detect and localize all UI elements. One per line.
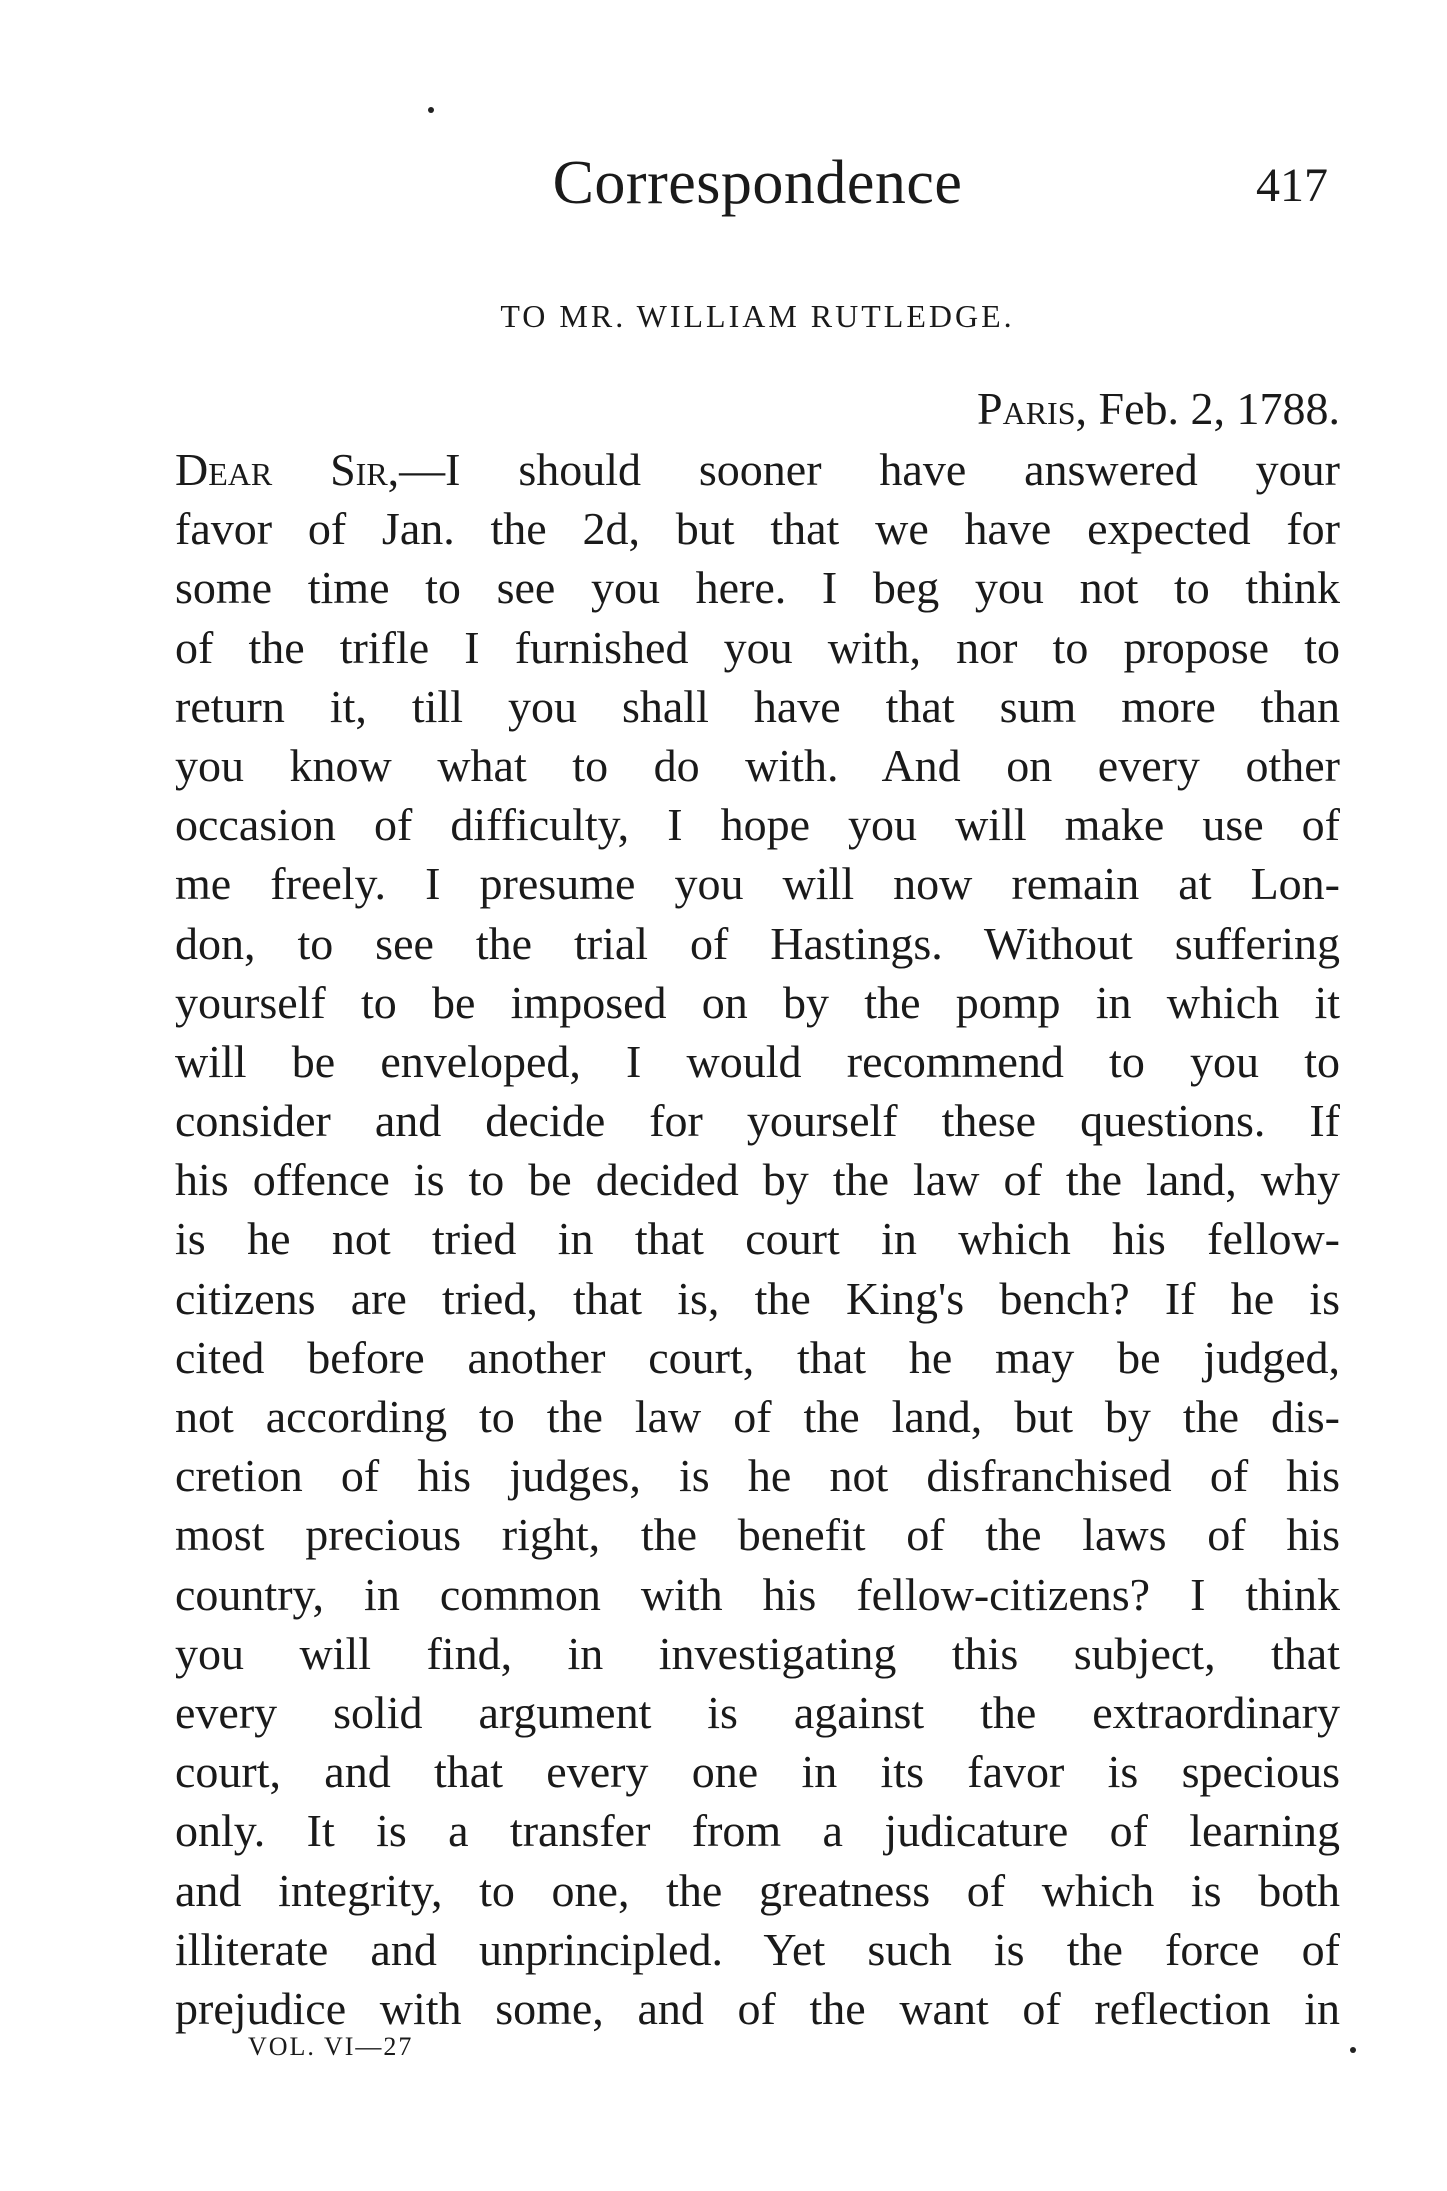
body-line: you know what to do with. And on every other [175, 739, 1340, 791]
body-line: favor of Jan. the 2d, but that we have expected for [175, 503, 1340, 555]
body-line: will be enveloped, I would recommend to you to [175, 1035, 1340, 1087]
body-line: of the trifle I furnished you with, nor to propose to [175, 621, 1340, 673]
page-number: 417 [1256, 159, 1328, 212]
body-line: most precious right, the benefit of the laws of his [175, 1509, 1340, 1561]
running-head [175, 148, 1340, 228]
body-line: citizens are tried, that is, the King's bench? If he is [175, 1272, 1340, 1324]
print-speck [1350, 2047, 1356, 2053]
body-line: and integrity, to one, the greatness of which is both [175, 1864, 1340, 1916]
letter-dateline [175, 382, 1340, 435]
body-line: his offence is to be decided by the law of the land, why [175, 1154, 1340, 1206]
body-line: return it, till you shall have that sum more than [175, 680, 1340, 732]
body-line: only. It is a transfer from a judicature of learning [175, 1805, 1340, 1857]
body-line: yourself to be imposed on by the pomp in which it [175, 976, 1340, 1028]
dateline-date: , Feb. 2, 1788. [1075, 383, 1340, 434]
body-line: don, to see the trial of Hastings. Without suffering [175, 917, 1340, 969]
body-line: me freely. I presume you will now remain at Lon- [175, 858, 1340, 910]
dateline-place: Paris [977, 383, 1076, 434]
body-line: cited before another court, that he may be judged, [175, 1331, 1340, 1383]
running-head-title: Correspondence [552, 149, 963, 217]
body-line: consider and decide for yourself these questions. If [175, 1095, 1340, 1147]
body-line: you will find, in investigating this subject, that [175, 1627, 1340, 1679]
body-line: not according to the law of the land, but by the dis- [175, 1391, 1340, 1442]
body-line: occasion of difficulty, I hope you will make use of [175, 799, 1340, 851]
body-line: some time to see you here. I beg you not to think [175, 562, 1340, 614]
letter-body [175, 440, 1340, 2038]
body-line: prejudice with some, and of the want of reflection in [175, 1982, 1340, 2034]
body-line: court, and that every one in its favor is specious [175, 1746, 1340, 1798]
volume-signature: VOL. VI—27 [248, 2032, 414, 2061]
body-line: Dear Sir,—I should sooner have answered your [175, 444, 1340, 495]
body-line: is he not tried in that court in which his fellow- [175, 1213, 1340, 1265]
body-line: every solid argument is against the extraordinary [175, 1686, 1340, 1738]
letter-addressee: TO MR. WILLIAM RUTLEDGE. [500, 298, 1015, 334]
body-line: illiterate and unprincipled. Yet such is the force of [175, 1923, 1340, 1975]
body-line: country, in common with his fellow-citizens? I think [175, 1568, 1340, 1620]
body-line: cretion of his judges, is he not disfranchised of his [175, 1450, 1340, 1502]
print-speck [428, 107, 434, 113]
salutation: Dear Sir [175, 444, 388, 495]
